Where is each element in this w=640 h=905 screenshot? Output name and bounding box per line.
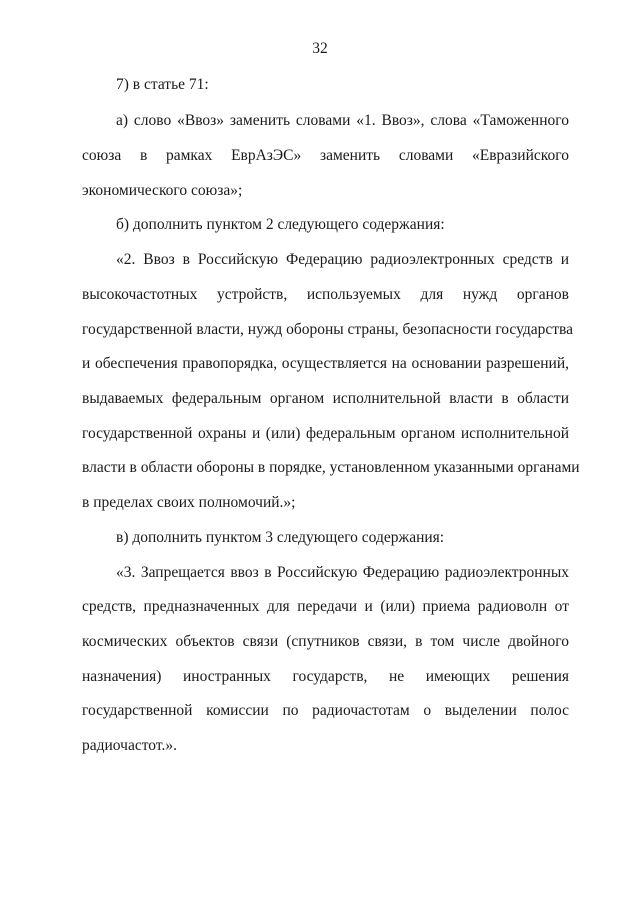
point-2-line-2: высокочастотных устройств, используемых для нужд органов [82, 286, 569, 303]
point-2-line-6: государственной охраны и (или) федеральным органом исполнительной [82, 425, 569, 442]
point-3-line-2: средств, предназначенных для передачи и (или) приема радиоволн от [82, 598, 569, 615]
point-3-line-1: «3. Запрещается ввоз в Российскую Федерацию радиоэлектронных [116, 564, 569, 581]
point-2-line-7: власти в области обороны в порядке, установленном указанными органами [82, 459, 580, 476]
point-3-line-6: радиочастот.». [82, 737, 177, 754]
point-3-line-3: космических объектов связи (спутников связи, в том числе двойного [82, 633, 569, 650]
point-3-line-5: государственной комиссии по радиочастотам о выделении полос [82, 702, 569, 719]
subitem-b-heading: б) дополнить пунктом 2 следующего содержания: [116, 216, 445, 233]
point-2-line-4: и обеспечения правопорядка, осуществляется на основании разрешений, [82, 355, 569, 372]
subitem-a-line-1: а) слово «Ввоз» заменить словами «1. Ввоз», слова «Таможенного [116, 112, 569, 129]
subitem-v-heading: в) дополнить пунктом 3 следующего содержания: [116, 529, 445, 546]
point-2-line-1: «2. Ввоз в Российскую Федерацию радиоэлектронных средств и [116, 251, 569, 268]
subitem-a-line-2: союза в рамках ЕврАзЭС» заменить словами «Евразийского [82, 147, 569, 164]
page-number: 32 [312, 40, 328, 57]
point-2-line-3: государственной власти, нужд обороны страны, безопасности государства [82, 321, 574, 338]
point-2-line-5: выдаваемых федеральным органом исполнительной власти в области [82, 390, 569, 407]
item-7-heading: 7) в статье 71: [116, 76, 209, 93]
point-2-line-8: в пределах своих полномочий.»; [82, 494, 296, 511]
point-3-line-4: назначения) иностранных государств, не имеющих решения [82, 668, 569, 685]
subitem-a-line-3: экономического союза»; [82, 182, 243, 199]
